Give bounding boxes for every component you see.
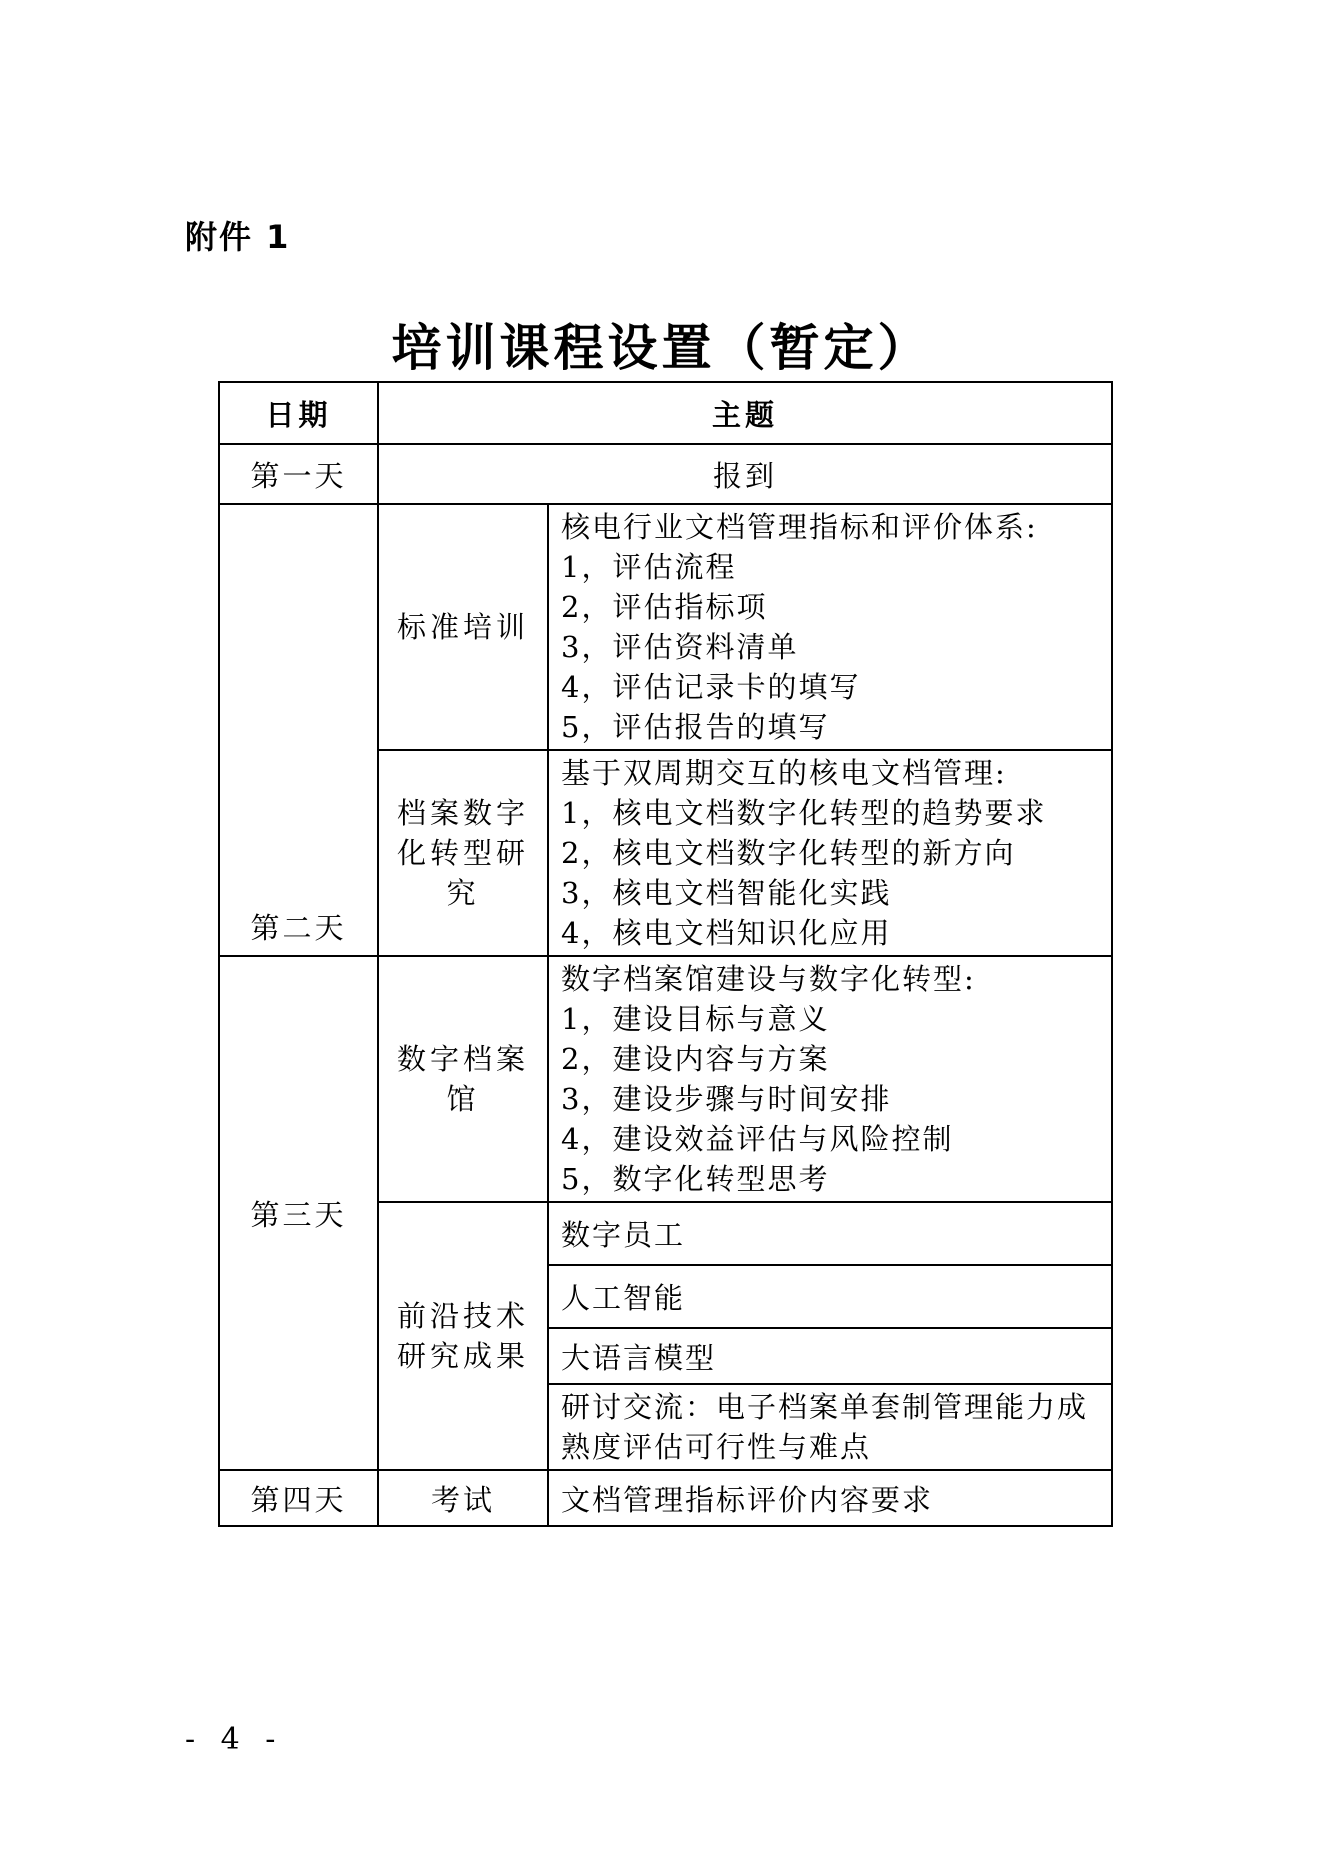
day2-category-standard: 标准培训 [378, 504, 548, 750]
header-topic: 主题 [378, 382, 1112, 444]
table-row-day3-digital [219, 956, 1112, 1202]
detail-line: 3，核电文档智能化实践 [561, 876, 892, 910]
day3-date: 第三天 [219, 956, 378, 1470]
day3-item: 研讨交流：电子档案单套制管理能力成熟度评估可行性与难点 [548, 1384, 1112, 1470]
course-schedule-table [218, 381, 1113, 1527]
detail-line: 基于双周期交互的核电文档管理: [561, 756, 1007, 790]
day4-category: 考试 [378, 1470, 548, 1526]
day4-topic: 文档管理指标评价内容要求 [548, 1470, 1112, 1526]
detail-line: 5，数字化转型思考 [561, 1162, 830, 1196]
table-row-day4 [219, 1470, 1112, 1526]
day3-detail-digital [548, 956, 1112, 1202]
day3-category-digital: 数字档案馆 [378, 956, 548, 1202]
page-number: - 4 - [185, 1722, 284, 1757]
detail-line: 2，建设内容与方案 [561, 1042, 830, 1076]
day2-detail-archive [548, 750, 1112, 956]
detail-line: 核电行业文档管理指标和评价体系: [561, 510, 1038, 544]
attachment-label: 附件 1 [185, 218, 291, 256]
detail-line: 3，建设步骤与时间安排 [561, 1082, 892, 1116]
detail-line: 1，核电文档数字化转型的趋势要求 [561, 796, 1047, 830]
day2-detail-standard [548, 504, 1112, 750]
table-header-row [219, 382, 1112, 444]
day3-category-frontier: 前沿技术研究成果 [378, 1202, 548, 1470]
page-title: 培训课程设置（暂定） [391, 318, 932, 377]
header-date: 日期 [219, 382, 378, 444]
detail-line: 4，核电文档知识化应用 [561, 916, 892, 950]
day3-item: 大语言模型 [548, 1328, 1112, 1384]
day2-category-archive: 档案数字化转型研究 [378, 750, 548, 956]
table-row-day1 [219, 444, 1112, 504]
day1-topic: 报到 [378, 444, 1112, 504]
detail-line: 4，建设效益评估与风险控制 [561, 1122, 954, 1156]
day4-date: 第四天 [219, 1470, 378, 1526]
day1-date: 第一天 [219, 444, 378, 504]
detail-line: 数字档案馆建设与数字化转型: [561, 962, 976, 996]
detail-line: 1，评估流程 [561, 550, 737, 584]
table-row-day2-standard [219, 504, 1112, 750]
detail-line: 2，核电文档数字化转型的新方向 [561, 836, 1016, 870]
day3-item: 人工智能 [548, 1265, 1112, 1328]
detail-line: 3，评估资料清单 [561, 630, 799, 664]
day2-date: 第二天 [219, 504, 378, 956]
detail-line: 2，评估指标项 [561, 590, 768, 624]
day3-item: 数字员工 [548, 1202, 1112, 1265]
detail-line: 1，建设目标与意义 [561, 1002, 830, 1036]
detail-line: 4，评估记录卡的填写 [561, 670, 861, 704]
detail-line: 5，评估报告的填写 [561, 710, 830, 744]
